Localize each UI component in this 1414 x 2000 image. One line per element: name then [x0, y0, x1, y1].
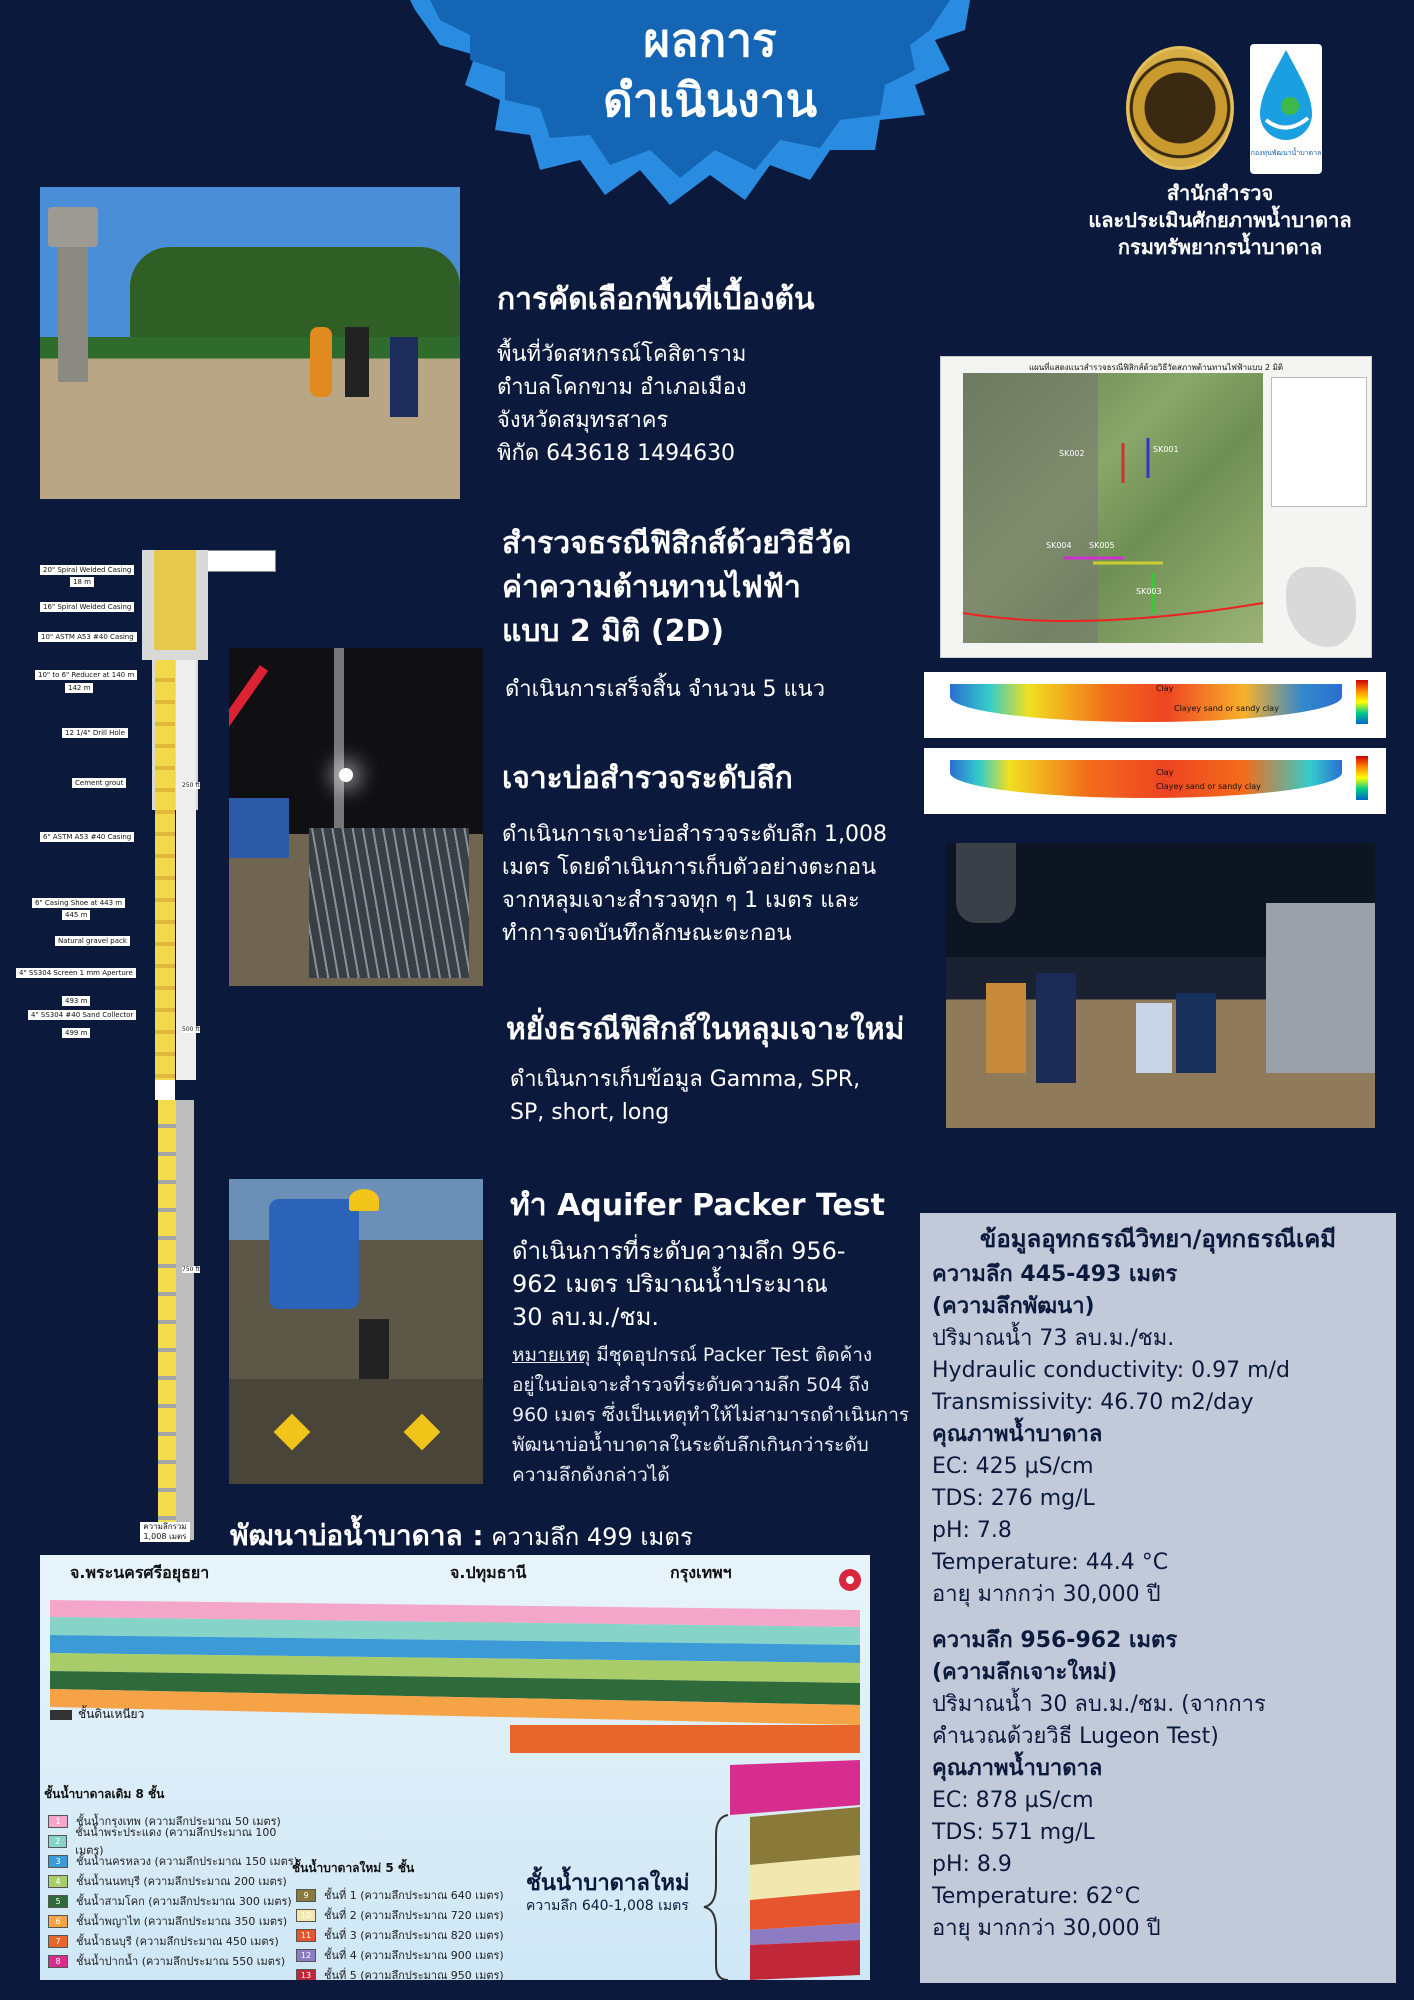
aquifer-legend-label: ชั้นน้ำนนทบุรี (ความลึกประมาณ 200 เมตร) — [76, 1875, 287, 1888]
packer-test-photo — [229, 1179, 483, 1484]
block1-quality-line: TDS: 276 mg/L — [932, 1486, 1095, 1511]
aquifer-cross-section — [40, 1555, 870, 1980]
survey-line-map — [940, 356, 1372, 658]
aquifer-legend-item — [296, 1885, 536, 1905]
block1-quality-title: คุณภาพน้ำบาดาล — [932, 1422, 1103, 1447]
block2-quality-line: EC: 878 µS/cm — [932, 1788, 1094, 1813]
resistivity-section-2 — [924, 748, 1386, 814]
aquifer-swatch: 10 — [296, 1909, 316, 1922]
block1-sub: (ความลึกพัฒนา) — [932, 1294, 1095, 1319]
map-line-label: SK004 — [1046, 541, 1072, 550]
develop-title — [230, 1514, 693, 1558]
aquifer-legend-item — [48, 1891, 298, 1911]
aquifer-legend-label: ชั้นน้ำพระประแดง (ความลึกประมาณ 100 เมตร) — [75, 1826, 277, 1857]
title-line-1: ผลการ — [643, 13, 777, 67]
map-title: แผนที่แสดงแนวสำรวจธรณีฟิสิกส์ด้วยวิธีวัดสภาพต้านทานไฟฟ้าแบบ 2 มิติ — [1028, 363, 1284, 372]
survey-title-line: แบบ 2 มิติ (2D) — [502, 614, 725, 649]
aquifer-swatch: 4 — [48, 1875, 68, 1888]
aquifer-swatch: 11 — [296, 1929, 316, 1942]
well-label: 18 m — [70, 577, 94, 587]
aquifer-legend-label: ชั้นที่ 2 (ความลึกประมาณ 720 เมตร) — [324, 1909, 504, 1922]
packer-note — [512, 1340, 932, 1490]
well-label: 499 m — [62, 1028, 90, 1038]
aquifer-legend-label: ชั้นน้ำสามโคก (ความลึกประมาณ 300 เมตร) — [76, 1895, 292, 1908]
logging-line: ดำเนินการเก็บข้อมูล Gamma, SPR, — [510, 1067, 861, 1092]
depth-mark: 500 ft — [182, 1026, 200, 1033]
clay-label: Clay — [1156, 684, 1174, 693]
survey-body: ดำเนินการเสร็จสิ้น จำนวน 5 แนว — [505, 677, 826, 702]
well-label: 4" SS304 Screen 1 mm Aperture — [16, 968, 136, 978]
aquifer-legend-item — [48, 1951, 298, 1971]
site-selection-photo — [40, 187, 460, 499]
aquifer-legend-label: ชั้นที่ 1 (ความลึกประมาณ 640 เมตร) — [324, 1889, 504, 1902]
aquifer-swatch: 12 — [296, 1949, 316, 1962]
aquifer-legend-item — [296, 1965, 536, 1980]
packer-line: ดำเนินการที่ระดับความลึก 956- — [512, 1237, 846, 1265]
block1-quality-line: Temperature: 44.4 °C — [932, 1550, 1169, 1575]
water-drop-icon — [1250, 44, 1322, 144]
well-label: Natural gravel pack — [55, 936, 130, 946]
geophysical-logging-photo — [946, 843, 1375, 1128]
aquifer-swatch: 7 — [48, 1935, 68, 1948]
hydrogeology-info-box — [920, 1213, 1396, 1983]
block1-line: Hydraulic conductivity: 0.97 m/d — [932, 1358, 1290, 1383]
well-label: 4" SS304 #40 Sand Collector — [28, 1010, 136, 1020]
well-label: 142 m — [65, 683, 93, 693]
block1-line: Transmissivity: 46.70 m2/day — [932, 1390, 1254, 1415]
aquifer-swatch: 6 — [48, 1915, 68, 1928]
org-line-2: และประเมินศักยภาพน้ำบาดาล — [1088, 208, 1352, 232]
note-line: อยู่ในบ่อเจาะสำรวจที่ระดับความลึก 504 ถึง — [512, 1374, 870, 1396]
aquifer-legend-label: ชั้นน้ำนครหลวง (ความลึกประมาณ 150 เมตร) — [76, 1855, 298, 1868]
new-aquifer-label: ชั้นน้ำบาดาลใหม่ — [526, 1871, 690, 1896]
well-label: 10" to 6" Reducer at 140 m — [35, 670, 137, 680]
org-name — [1070, 180, 1370, 261]
note-line: มีชุดอุปกรณ์ Packer Test ติดค้าง — [590, 1344, 873, 1366]
new-aquifer-legend — [296, 1885, 536, 1980]
resistivity-section-1 — [924, 672, 1386, 738]
aquifer-swatch: 8 — [48, 1955, 68, 1968]
well-label: 6" Casing Shoe at 443 m — [32, 898, 125, 908]
well-label: 10" ASTM A53 #40 Casing — [38, 632, 137, 642]
note-line: 960 เมตร ซึ่งเป็นเหตุทำให้ไม่สามารถดำเนินการ — [512, 1404, 910, 1426]
org-line-1: สำนักสำรวจ — [1166, 181, 1274, 205]
site-body — [497, 338, 917, 470]
aquifer-legend-item — [48, 1851, 298, 1871]
packer-body — [512, 1235, 932, 1334]
drill-line: ทำการจดบันทึกลักษณะตะกอน — [502, 921, 792, 946]
site-line: ตำบลโคกขาม อำเภอเมือง — [497, 375, 747, 400]
province-label: กรุงเทพฯ — [670, 1563, 732, 1582]
site-title: การคัดเลือกพื้นที่เบื้องต้น — [497, 282, 815, 317]
well-label: 20" Spiral Welded Casing — [40, 565, 134, 575]
aquifer-legend-label: ชั้นที่ 3 (ความลึกประมาณ 820 เมตร) — [324, 1929, 504, 1942]
site-line: พื้นที่วัดสหกรณ์โคสิตาราม — [497, 342, 747, 367]
aquifer-swatch: 1 — [48, 1815, 68, 1828]
aquifer-legend-item — [48, 1871, 298, 1891]
drill-line: เมตร โดยดำเนินการเก็บตัวอย่างตะกอน — [502, 855, 877, 880]
aquifer-swatch: 5 — [48, 1895, 68, 1908]
depth-mark: 750 ft — [182, 1266, 200, 1273]
aquifer-legend-item — [48, 1826, 298, 1857]
old-aquifer-title: ชั้นน้ำบาดาลเดิม 8 ชั้น — [44, 1787, 165, 1801]
well-label: 445 m — [62, 910, 90, 920]
aquifer-legend-item — [296, 1905, 536, 1925]
map-line-label: SK003 — [1136, 587, 1162, 596]
aquifer-legend-label: ชั้นน้ำปากน้ำ (ความลึกประมาณ 550 เมตร) — [76, 1955, 286, 1968]
map-line-label: SK001 — [1153, 445, 1179, 454]
fund-logo-text: กองทุนพัฒนาน้ำบาดาล — [1250, 149, 1322, 157]
packer-line: 962 เมตร ปริมาณน้ำประมาณ — [512, 1270, 828, 1298]
develop-title-sub: ความลึก 499 เมตร — [483, 1523, 693, 1551]
aquifer-swatch: 2 — [48, 1835, 67, 1848]
old-aquifer-legend — [48, 1811, 298, 1971]
aquifer-legend-label: ชั้นน้ำกรุงเทพ (ความลึกประมาณ 50 เมตร) — [76, 1815, 281, 1828]
aquifer-legend-item — [48, 1911, 298, 1931]
block2-line: คำนวณด้วยวิธี Lugeon Test) — [932, 1724, 1219, 1749]
title-line-2: ดำเนินงาน — [602, 73, 818, 127]
aquifer-legend-item — [296, 1925, 536, 1945]
well-label: 6" ASTM A53 #40 Casing — [40, 832, 134, 842]
well-label: Cement grout — [72, 778, 126, 788]
develop-title-main: พัฒนาบ่อน้ำบาดาล : — [230, 1519, 484, 1552]
drill-line: ดำเนินการเจาะบ่อสำรวจระดับลึก 1,008 — [502, 822, 887, 847]
note-line: ความลึกดังกล่าวได้ — [512, 1464, 670, 1486]
sand-label: Clayey sand or sandy clay — [1174, 704, 1279, 713]
logging-body — [510, 1063, 930, 1129]
total-depth-label: ความลึกรวม 1,008 เมตร — [140, 1522, 190, 1542]
aquifer-swatch: 3 — [48, 1855, 68, 1868]
block2-quality-line: TDS: 571 mg/L — [932, 1820, 1095, 1845]
dgr-seal-logo — [1126, 46, 1234, 170]
aquifer-swatch: 13 — [296, 1969, 316, 1981]
survey-title-line: ค่าความต้านทานไฟฟ้า — [502, 570, 801, 605]
survey-title — [502, 522, 922, 654]
block2-sub: (ความลึกเจาะใหม่) — [932, 1660, 1118, 1685]
logging-title: หยั่งธรณีฟิสิกส์ในหลุมเจาะใหม่ — [506, 1012, 905, 1047]
drill-body — [502, 818, 922, 950]
new-aquifer-depth: ความลึก 640-1,008 เมตร — [526, 1898, 689, 1914]
aquifer-swatch: 9 — [296, 1889, 316, 1902]
drill-line: จากหลุมเจาะสำรวจทุก ๆ 1 เมตร และ — [502, 888, 860, 913]
block2-line: ปริมาณน้ำ 30 ลบ.ม./ชม. (จากการ — [932, 1692, 1266, 1717]
org-line-3: กรมทรัพยากรน้ำบาดาล — [1117, 235, 1323, 259]
aquifer-legend-item — [48, 1931, 298, 1951]
province-label: จ.ปทุมธานี — [450, 1563, 527, 1582]
sand-label: Clayey sand or sandy clay — [1156, 782, 1261, 791]
clay-label: Clay — [1156, 768, 1174, 777]
province-label: จ.พระนครศรีอยุธยา — [70, 1563, 210, 1582]
block1-line: ปริมาณน้ำ 73 ลบ.ม./ชม. — [932, 1326, 1175, 1351]
drill-title: เจาะบ่อสำรวจระดับลึก — [502, 761, 793, 796]
site-line: พิกัด 643618 1494630 — [497, 441, 736, 466]
block1-quality-line: pH: 7.8 — [932, 1518, 1012, 1543]
block1-depth: ความลึก 445-493 เมตร — [932, 1262, 1178, 1287]
aquifer-legend-label: ชั้นที่ 5 (ความลึกประมาณ 950 เมตร) — [324, 1969, 504, 1980]
block1-quality-line: อายุ มากกว่า 30,000 ปี — [932, 1582, 1161, 1607]
block2-depth: ความลึก 956-962 เมตร — [932, 1628, 1178, 1653]
new-aquifer-title: ชั้นน้ำบาดาลใหม่ 5 ชั้น — [292, 1861, 415, 1875]
note-line: พัฒนาบ่อน้ำบาดาลในระดับลึกเกินกว่าระดับ — [512, 1434, 869, 1456]
block2-quality-line: อายุ มากกว่า 30,000 ปี — [932, 1916, 1161, 1941]
site-line: จังหวัดสมุทรสาคร — [497, 408, 669, 433]
packer-line: 30 ลบ.ม./ชม. — [512, 1303, 660, 1331]
map-line-label: SK002 — [1059, 449, 1085, 458]
well-label: 493 m — [62, 996, 90, 1006]
aquifer-legend-label: ชั้นน้ำธนบุรี (ความลึกประมาณ 450 เมตร) — [76, 1935, 279, 1948]
well-label: 16" Spiral Welded Casing — [40, 602, 134, 612]
note-label: หมายเหตุ — [512, 1344, 591, 1366]
block2-quality-line: Temperature: 62°C — [932, 1884, 1141, 1909]
survey-title-line: สำรวจธรณีฟิสิกส์ด้วยวิธีวัด — [502, 526, 852, 561]
info-box-title: ข้อมูลอุทกธรณีวิทยา/อุทกธรณีเคมี — [979, 1225, 1337, 1253]
logging-line: SP, short, long — [510, 1100, 670, 1125]
page-title — [480, 10, 940, 130]
aquifer-legend-label: ชั้นที่ 4 (ความลึกประมาณ 900 เมตร) — [324, 1949, 504, 1962]
aquifer-legend-item — [296, 1945, 536, 1965]
aquifer-legend-label: ชั้นน้ำพญาไท (ความลึกประมาณ 350 เมตร) — [76, 1915, 288, 1928]
clay-legend — [50, 1705, 144, 1724]
block2-quality-line: pH: 8.9 — [932, 1852, 1012, 1877]
well-label: 12 1/4" Drill Hole — [62, 728, 128, 738]
drilling-rig-night-photo — [229, 648, 483, 986]
block1-quality-line: EC: 425 µS/cm — [932, 1454, 1094, 1479]
block2-quality-title: คุณภาพน้ำบาดาล — [932, 1756, 1103, 1781]
packer-title: ทำ Aquifer Packer Test — [510, 1188, 885, 1223]
clay-legend-label: ชั้นดินเหนียว — [78, 1707, 145, 1721]
map-line-label: SK005 — [1089, 541, 1115, 550]
groundwater-fund-logo — [1250, 44, 1322, 174]
depth-mark: 250 ft — [182, 782, 200, 789]
